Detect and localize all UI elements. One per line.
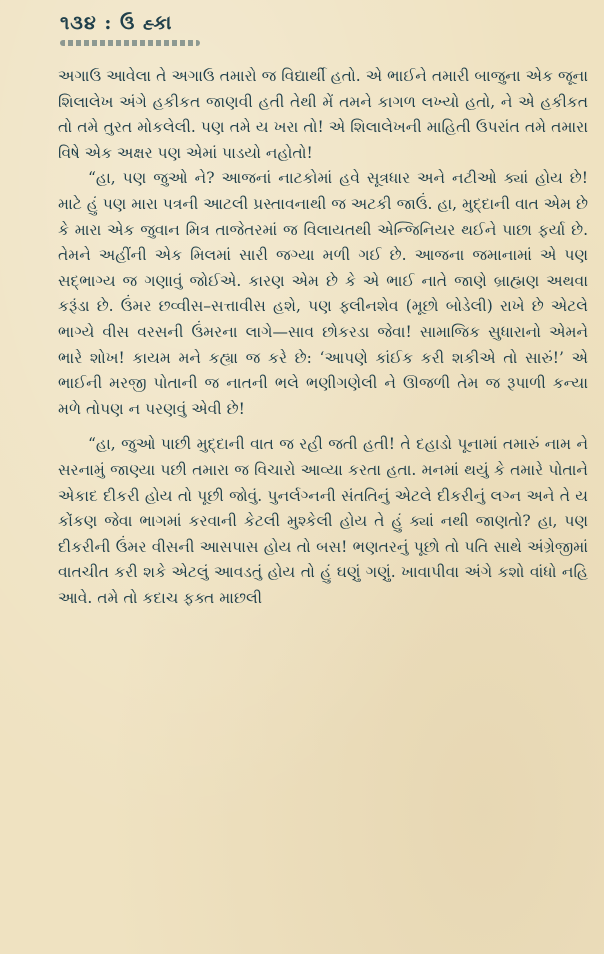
page-header: ૧૩૪ : ઉ હ્કા	[60, 12, 173, 34]
paragraph-2: “હા, પણ જુઓ ને? આજનાં નાટકોમાં હવે સૂત્રધાર અને નટીઓ ક્યાં હોય છે! માટે હું પણ મારા પત્રની આટલી પ્રસ્તાવનાથી જ અટકી જાઉં. હા, મુદ્દાની વાત એમ છે કે મારા એક જુવાન મિત્ર તાજેતરમાં જ વિલાયતથી એન્જિનિયર થઈને પાછા ફર્યા છે. તેમને અહીંની એક મિલમાં સારી જગ્યા મળી ગઈ છે. આજના જમાનામાં એ પણ સદ્ભાગ્ય જ ગણાવું જોઈએ. કારણ એમ છે કે એ ભાઈ નાતે જાણે બ્રાહ્મણ અથવા કરૂંડા છે. ઉંમર છવ્વીસ–સત્તાવીસ હશે, પણ ફ્લીનશેવ (મૂછો બોડેલી) રાખે છે એટલે ભાગ્યે વીસ વરસની ઉંમરના લાગે—સાવ છોકરડા જેવા! સામાજિક સુધારાનો એમને ભારે શોખ! કાયમ મને કહ્યા જ કરે છે: ‘આપણે કાંઈક કરી શકીએ તો સારું!’ એ ભાઈની મરજી પોતાની જ નાતની ભલે ભણીગણેલી ને ઊજળી તેમ જ રૂપાળી કન્યા મળે તોપણ ન પરણવું એવી છે!	[58, 169, 588, 418]
paragraph-3: “હા, જુઓ પાછી મુદ્દાની વાત જ રહી જતી હતી! તે દહાડો પૂનામાં તમારું નામ ને સરનામું જાણ્યા પછી તમારા જ વિચારો આવ્યા કરતા હતા. મનમાં થયું કે તમારે પોતાને એકાદ દીકરી હોય તો પૂછી જોવું. પુનર્લગ્નની સંતતિનું એટલે દીકરીનું લગ્ન અને તે ય કોંકણ જેવા ભાગમાં કરવાની કેટલી મુશ્કેલી હોય તે હું ક્યાં નથી જાણતો? હા, પણ દીકરીની ઉંમર વીસની આસપાસ હોય તો બસ! ભણતરનું પૂછો તો પતિ સાથે અંગ્રેજીમાં વાતચીત કરી શકે એટલું આવડતું હોય તો હું ઘણું ગણું. ખાવાપીવા અંગે કશો વાંધો નહિ આવે. તમે તો કદાચ ફક્ત માછલી	[58, 435, 588, 607]
header-ornament-rule	[60, 40, 200, 46]
paragraph-1: અગાઉ આવેલા તે અગાઉ તમારો જ વિદ્યાર્થી હતો. એ ભાઈને તમારી બાજુના એક જૂના શિલાલેખ અંગે હકીકત જાણવી હતી તેથી મેં તમને કાગળ લખ્યો હતો, ને એ હકીકત તો તમે તુરત મોકલેલી. પણ તમે ય ખરા તો! એ શિલાલેખની માહિતી ઉપરાંત તમે તમારા વિષે એક અક્ષર પણ એમાં પાડયો નહોતો!	[58, 67, 588, 162]
page-body	[58, 64, 588, 611]
